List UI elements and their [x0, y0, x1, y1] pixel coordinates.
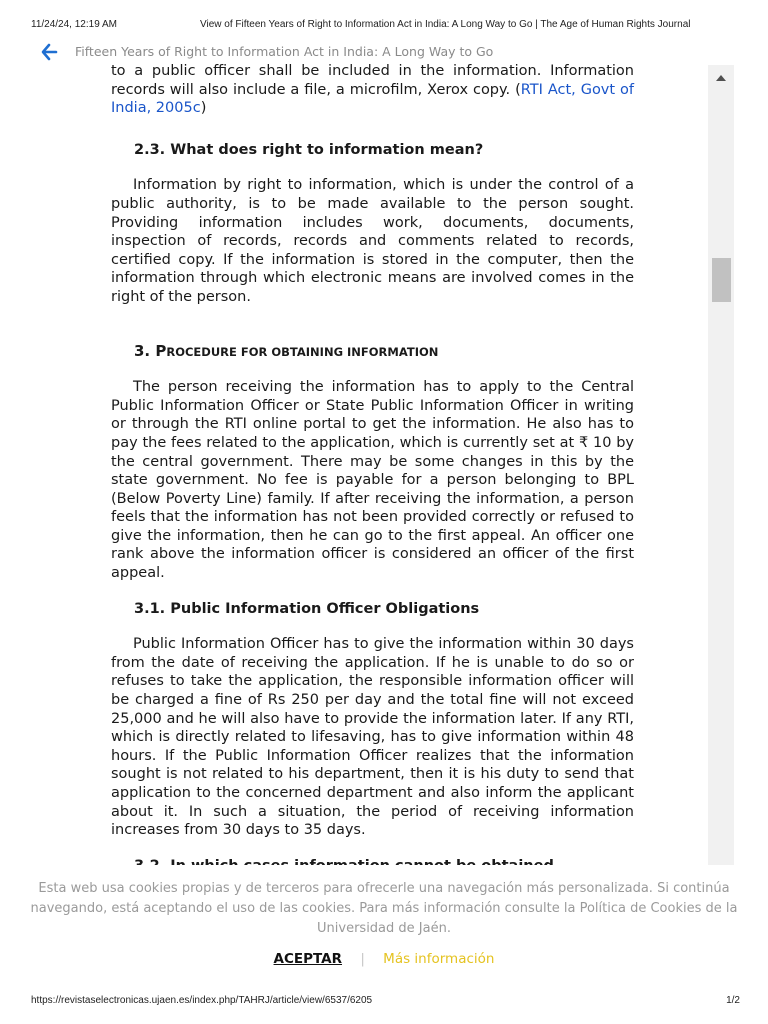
- arrow-left-icon[interactable]: [40, 43, 60, 61]
- section-heading-2-3: 2.3. What does right to information mean?: [134, 141, 484, 158]
- print-datetime: 11/24/24, 12:19 AM: [31, 19, 117, 30]
- print-doc-title: View of Fifteen Years of Right to Information Act in India: A Long Way to Go | The Age of Human Rights Journal: [200, 19, 691, 30]
- cookie-consent-bar: [0, 865, 768, 987]
- article-title-link[interactable]: Fifteen Years of Right to Information Act in India: A Long Way to Go: [75, 44, 494, 59]
- print-footer: [0, 990, 768, 1024]
- accept-cookies-button[interactable]: ACEPTAR: [273, 951, 343, 967]
- paragraph-3: The person receiving the information has to apply to the Central Public Information Officer or State Public Information Officer in writing or through the RTI online portal to get the information. He also has to pay the fees related to the application, which is currently set at ₹ 10 by the central government. There may be some changes in this by the state government. No fee is payable for a person belonging to BPL (Below Poverty Line) family. If after receiving the information, a person feels that the information has not been provided correctly or refused to give the information, then he can go to the first appeal. An officer one rank above the information officer is considered an officer of the first appeal.: [111, 379, 634, 582]
- print-page-number: 1/2: [726, 995, 740, 1006]
- triangle-up-icon[interactable]: [708, 65, 734, 91]
- article-body: [111, 62, 634, 875]
- print-header: [0, 0, 768, 40]
- more-info-link[interactable]: Más información: [383, 951, 495, 967]
- paragraph-file-record: to a public officer shall be included in the information. Information records will also include a file, a microfilm, Xerox copy. (RTI Act, Govt of India, 2005c): [111, 63, 634, 117]
- article-header: [0, 40, 768, 64]
- scrollbar-thumb[interactable]: [712, 258, 731, 302]
- print-url: https://revistaselectronicas.ujaen.es/index.php/TAHRJ/article/view/6537/6205: [31, 995, 373, 1006]
- scrollbar[interactable]: [708, 65, 734, 865]
- cookie-actions: [0, 951, 768, 967]
- paragraph-3-1: Public Information Officer has to give the information within 30 days from the date of receiving the application. If he is unable to do so or refuses to take the application, the responsible information officer will be charged a fine of Rs 250 per day and the total fine will not exceed 25,000 and he will also have to provide the information later. If any RTI, which is directly related to lifesaving, has to give information within 48 hours. If the Public Information Officer realizes that the information sought is not related to his department, then it is his duty to send that application to the concerned department and also inform the applicant about it. In such a situation, the period of receiving information increases from 30 days to 35 days.: [111, 636, 634, 839]
- section-heading-3: 3. PROCEDURE FOR OBTAINING INFORMATION: [134, 341, 439, 360]
- separator: |: [360, 951, 365, 967]
- section-heading-3-1: 3.1. Public Information Officer Obligations: [134, 600, 480, 617]
- citation-link[interactable]: RTI Act, Govt of India, 2005c: [111, 81, 634, 117]
- cookie-notice-text: Esta web usa cookies propias y de terceros para ofrecerle una navegación más personalizada. Si continúa navegando, está aceptando el uso de las cookies. Para más información consulte la Política de Cookies de la Universidad de Jaén.: [30, 881, 738, 936]
- paragraph-2-3: Information by right to information, which is under the control of a public authority, is to be made available to the person sought. Providing information includes work, documents, documents, inspection of records, records and comments related to records, certified copy. If the information is stored in the computer, then the information through which electronic means are involved comes in the right of the person.: [111, 177, 634, 305]
